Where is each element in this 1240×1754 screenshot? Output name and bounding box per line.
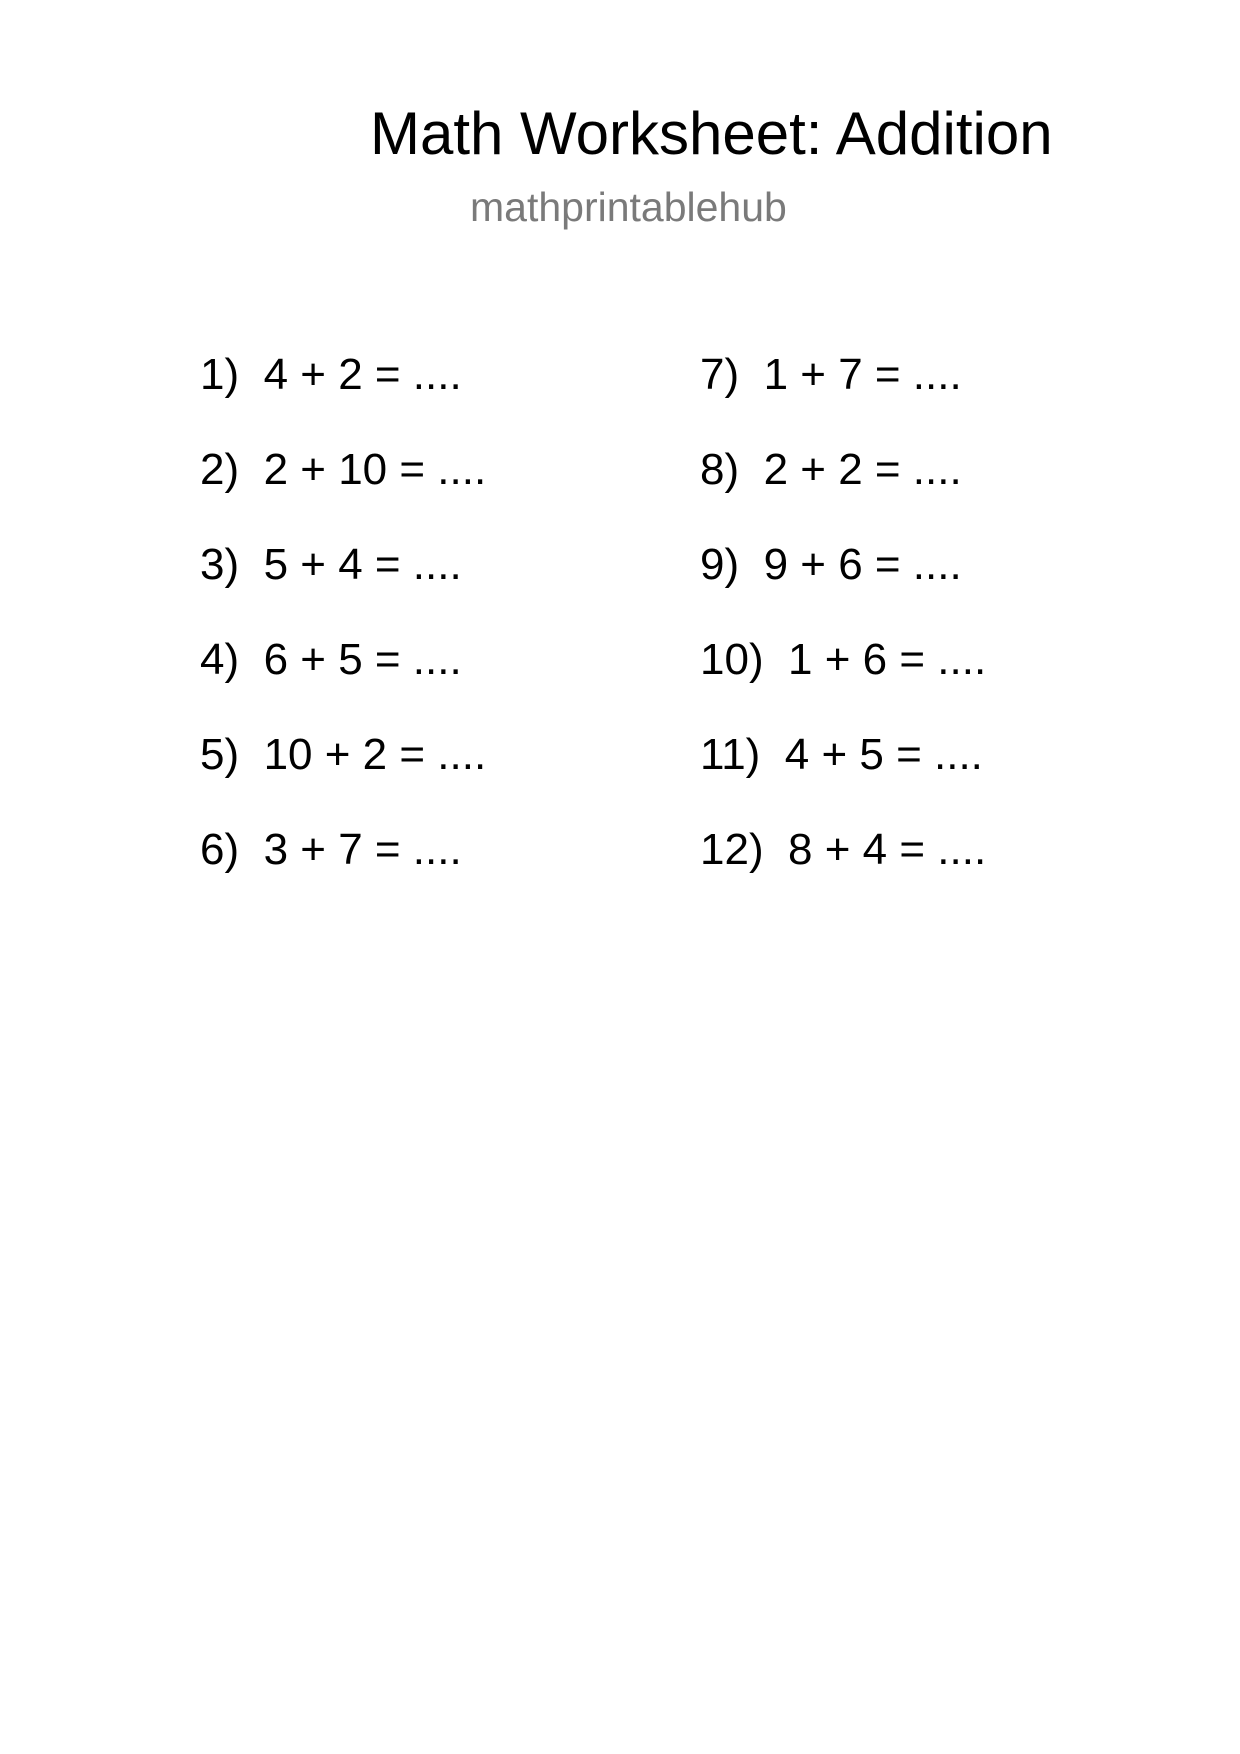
worksheet-source: mathprintablehub: [470, 184, 787, 230]
problem-item: [200, 730, 486, 825]
problem-expression: 4 + 2 = ....: [263, 350, 462, 399]
problem-item: [700, 540, 986, 635]
problem-expression: 2 + 10 = ....: [263, 445, 487, 494]
problem-expression: 6 + 5 = ....: [263, 635, 462, 684]
problem-expression: 8 + 4 = ....: [788, 825, 987, 874]
problem-item: [700, 635, 986, 730]
problem-number: 10): [700, 635, 764, 684]
problem-number: 11): [700, 730, 761, 779]
problem-item: [700, 350, 986, 445]
problem-item: [200, 635, 486, 730]
problem-item: [200, 350, 486, 445]
problem-number: 6): [200, 825, 240, 874]
problem-number: 1): [200, 350, 240, 399]
problem-expression: 1 + 6 = ....: [788, 635, 987, 684]
problem-number: 3): [200, 540, 240, 589]
problem-number: 7): [700, 350, 740, 399]
problem-expression: 2 + 2 = ....: [763, 445, 962, 494]
problem-expression: 10 + 2 = ....: [263, 730, 487, 779]
problems-column-right: [700, 350, 986, 920]
problem-expression: 9 + 6 = ....: [763, 540, 962, 589]
problems-column-left: [200, 350, 486, 920]
problem-item: [200, 540, 486, 635]
problem-number: 2): [200, 445, 240, 494]
problem-item: [700, 445, 986, 540]
problem-number: 8): [700, 445, 740, 494]
problem-expression: 4 + 5 = ....: [784, 730, 983, 779]
problem-number: 12): [700, 825, 764, 874]
problem-item: [700, 825, 986, 920]
problem-number: 5): [200, 730, 240, 779]
problem-number: 9): [700, 540, 740, 589]
problem-item: [700, 730, 986, 825]
worksheet-title: Math Worksheet: Addition: [370, 100, 1053, 167]
problem-expression: 3 + 7 = ....: [263, 825, 462, 874]
problem-item: [200, 825, 486, 920]
problem-expression: 1 + 7 = ....: [763, 350, 962, 399]
problem-item: [200, 445, 486, 540]
problem-number: 4): [200, 635, 240, 684]
problem-expression: 5 + 4 = ....: [263, 540, 462, 589]
